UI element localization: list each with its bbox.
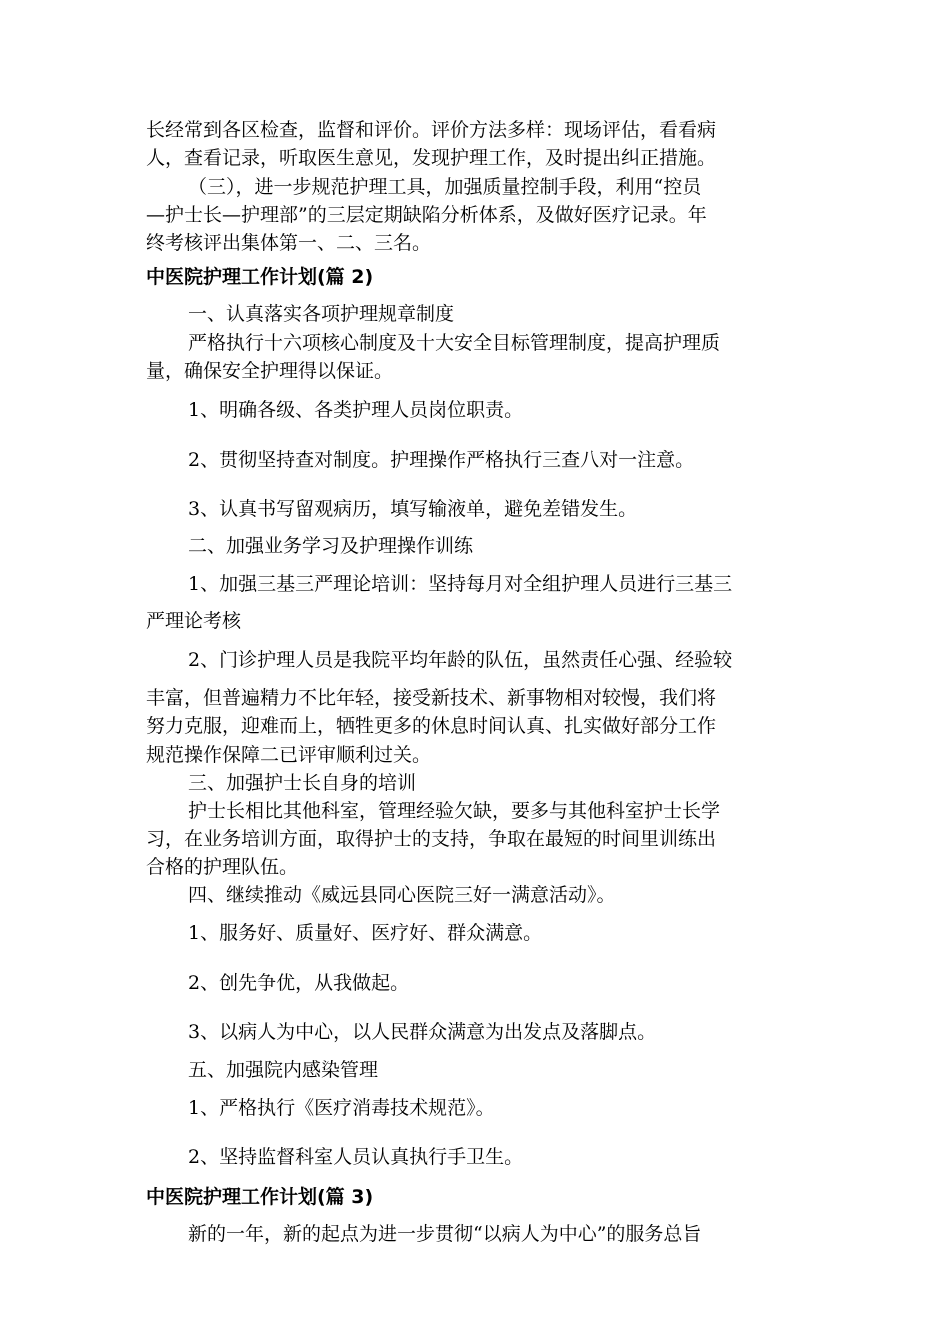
paragraph-line: —护士长—护理部”的三层定期缺陷分析体系，及做好医疗记录。年 bbox=[146, 204, 707, 226]
paragraph-line: 习，在业务培训方面，取得护士的支持，争取在最短的时间里训练出 bbox=[146, 828, 717, 850]
paragraph-line: 合格的护理队伍。 bbox=[146, 856, 299, 878]
paragraph-line: 四、继续推动《威远县同心医院三好一满意活动》。 bbox=[188, 884, 616, 906]
list-item: 3、认真书写留观病历，填写输液单，避免差错发生。 bbox=[188, 498, 638, 520]
paragraph-line: 规范操作保障二已评审顺利过关。 bbox=[146, 744, 432, 766]
paragraph-line: 长经常到各区检查，监督和评价。评价方法多样：现场评估，看看病 bbox=[146, 119, 717, 141]
paragraph-line: 量，确保安全护理得以保证。 bbox=[146, 360, 394, 382]
paragraph-line: 终考核评出集体第一、二、三名。 bbox=[146, 232, 432, 254]
list-item: 1、服务好、质量好、医疗好、群众满意。 bbox=[188, 922, 543, 944]
list-item: 1、严格执行《医疗消毒技术规范》。 bbox=[188, 1097, 495, 1119]
paragraph-line: 努力克服，迎难而上，牺牲更多的休息时间认真、扎实做好部分工作 bbox=[146, 715, 717, 737]
list-item: 3、以病人为中心，以人民群众满意为出发点及落脚点。 bbox=[188, 1021, 657, 1043]
paragraph-line: 二、加强业务学习及护理操作训练 bbox=[188, 535, 474, 557]
paragraph-line: 护士长相比其他科室，管理经验欠缺，要多与其他科室护士长学 bbox=[188, 800, 721, 822]
paragraph-line: 人，查看记录，听取医生意见，发现护理工作，及时提出纠正措施。 bbox=[146, 147, 717, 169]
list-item: 2、门诊护理人员是我院平均年龄的队伍，虽然责任心强、经验较 bbox=[188, 649, 733, 671]
list-item: 2、创先争优，从我做起。 bbox=[188, 972, 410, 994]
list-item: 2、坚持监督科室人员认真执行手卫生。 bbox=[188, 1146, 524, 1168]
paragraph-line: 严理论考核 bbox=[146, 610, 242, 632]
paragraph-line: 新的一年，新的起点为进一步贯彻“以病人为中心”的服务总旨 bbox=[188, 1223, 702, 1245]
section-heading: 中医院护理工作计划(篇 3) bbox=[146, 1186, 374, 1208]
list-item: 1、加强三基三严理论培训：坚持每月对全组护理人员进行三基三 bbox=[188, 573, 733, 595]
paragraph-line: 三、加强护士长自身的培训 bbox=[188, 772, 417, 794]
paragraph-line: 丰富，但普遍精力不比年轻，接受新技术、新事物相对较慢，我们将 bbox=[146, 687, 717, 709]
list-item: 1、明确各级、各类护理人员岗位职责。 bbox=[188, 399, 524, 421]
paragraph-line: 严格执行十六项核心制度及十大安全目标管理制度，提高护理质 bbox=[188, 332, 721, 354]
paragraph-line: 一、认真落实各项护理规章制度 bbox=[188, 303, 455, 325]
paragraph-line: 五、加强院内感染管理 bbox=[188, 1059, 379, 1081]
section-heading: 中医院护理工作计划(篇 2) bbox=[146, 266, 374, 288]
paragraph-line: （三），进一步规范护理工具，加强质量控制手段，利用“控员 bbox=[188, 176, 702, 198]
list-item: 2、贯彻坚持查对制度。护理操作严格执行三查八对一注意。 bbox=[188, 449, 695, 471]
